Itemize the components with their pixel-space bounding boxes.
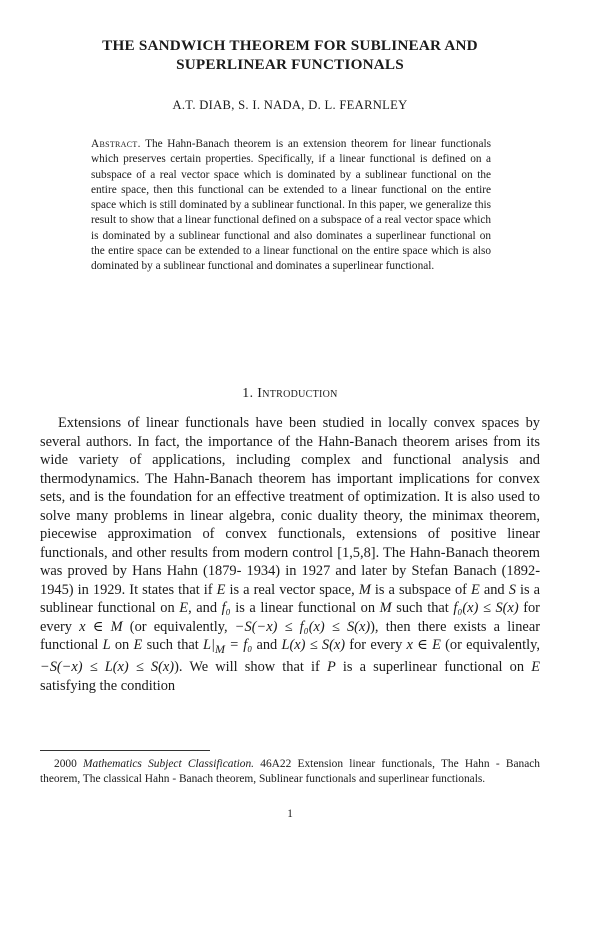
math-var: M <box>358 581 371 598</box>
math-var: L <box>102 637 111 653</box>
math-expr: L(x) ≤ S(x) <box>281 637 346 653</box>
math-var: E <box>471 581 480 598</box>
math-var: E <box>531 659 540 676</box>
math-expr: −S(−x) ≤ f₀(x) ≤ S(x) <box>234 618 371 635</box>
abstract-label: Abstract. <box>91 138 141 150</box>
footnote <box>40 757 540 787</box>
title-line-1: THE SANDWICH THEOREM FOR SUBLINEAR AND <box>102 37 478 54</box>
math-var: S <box>508 581 516 598</box>
intro-text: is a superlinear functional on <box>335 659 532 676</box>
math-var: M <box>379 600 392 616</box>
math-var: E <box>179 600 189 616</box>
introduction-paragraph <box>40 414 540 695</box>
intro-text: and <box>479 581 509 598</box>
intro-text: for every <box>345 637 407 653</box>
intro-text: and <box>252 637 282 653</box>
intro-text: (or equivalently, <box>122 618 235 635</box>
title-line-2: SUPERLINEAR FUNCTIONALS <box>176 56 404 73</box>
page-number: 1 <box>287 808 293 820</box>
footnote-text: 46A22 Extension linear functionals, The Hahn - Banach theorem, The classical Hahn - Banach theorem, Sublinear functionals and superlinear functionals. <box>40 758 540 786</box>
footnote-rule <box>40 750 210 751</box>
math-expr: = f₀ <box>225 637 253 653</box>
intro-text: is a linear functional on <box>230 600 380 616</box>
intro-text: such that <box>391 600 454 616</box>
intro-text: is a sublinear functional on <box>40 581 540 616</box>
intro-text: ). We will show that if <box>174 659 327 676</box>
section-number: 1. <box>242 385 254 400</box>
math-var: E <box>216 581 226 598</box>
intro-text: for every <box>40 600 540 635</box>
section-title: Introduction <box>257 385 338 400</box>
math-var: P <box>326 659 336 676</box>
abstract <box>91 137 491 275</box>
math-var: E <box>133 637 143 653</box>
intro-text: on <box>110 637 134 653</box>
math-expr: x ∈ E <box>406 637 441 653</box>
intro-text: ), then there exists a linear functional <box>40 618 541 653</box>
math-expr: L| <box>203 637 215 653</box>
paper-title <box>0 36 580 74</box>
math-expr: f₀ <box>221 600 231 616</box>
intro-text: is a real vector space, <box>225 581 359 598</box>
intro-text: is a subspace of <box>370 581 471 598</box>
math-expr: x ∈ M <box>79 618 123 635</box>
math-expr: f₀(x) ≤ S(x) <box>453 600 519 616</box>
intro-text: such that <box>142 637 204 653</box>
section-heading <box>0 385 580 401</box>
introduction-body <box>40 414 540 695</box>
intro-text: (or equivalently, <box>440 637 540 653</box>
math-expr: −S(−x) ≤ L(x) ≤ S(x) <box>40 659 175 676</box>
footnote-year: 2000 <box>54 758 77 770</box>
intro-text: , and <box>188 600 222 616</box>
intro-text: satisfying the condition <box>40 677 176 694</box>
intro-text: Extensions of linear functionals have been studied in locally convex spaces by several authors. In fact, the importance of the Hahn-Banach theorem arises from its wide variety of applications, including complex and functional analysis and thermodynamics. The Hahn-Banach theorem has important implications for convex sets, and is the foundation for an effective treatment of optimization. It is also used to solve many problems in linear algebra, conic duality theory, the minimax theorem, piecewise approximation of convex functionals, extensions of positive linear functionals, and other results from modern control [1,5,8]. The Hahn-Banach theorem was proved by Hans Hahn (1879- 1934) in 1927 and later by Stefan Banach (1892-1945) in 1929. It states that if <box>40 415 540 598</box>
abstract-text: The Hahn-Banach theorem is an extension theorem for linear functionals which preserves certain properties. Specifically, if a linear functional is defined on a subspace of a real vector space which is dominated by a sublinear functional on the entire space, then this functional can be extended to a linear functional on the entire space which is still dominated by a sublinear functional. In this paper, we generalize this result to show that a linear functional defined on a subspace of a real vector space which is dominated by a sublinear functional and also dominates a superlinear functional on the entire space can be extended to a linear functional on the entire space which is also dominated by a sublinear functional and dominates a superlinear functional. <box>91 138 491 273</box>
author-list: A.T. DIAB, S. I. NADA, D. L. FEARNLEY <box>172 98 408 112</box>
math-subscript: M <box>215 641 225 656</box>
footnote-msc-label: Mathematics Subject Classification. <box>83 758 255 770</box>
